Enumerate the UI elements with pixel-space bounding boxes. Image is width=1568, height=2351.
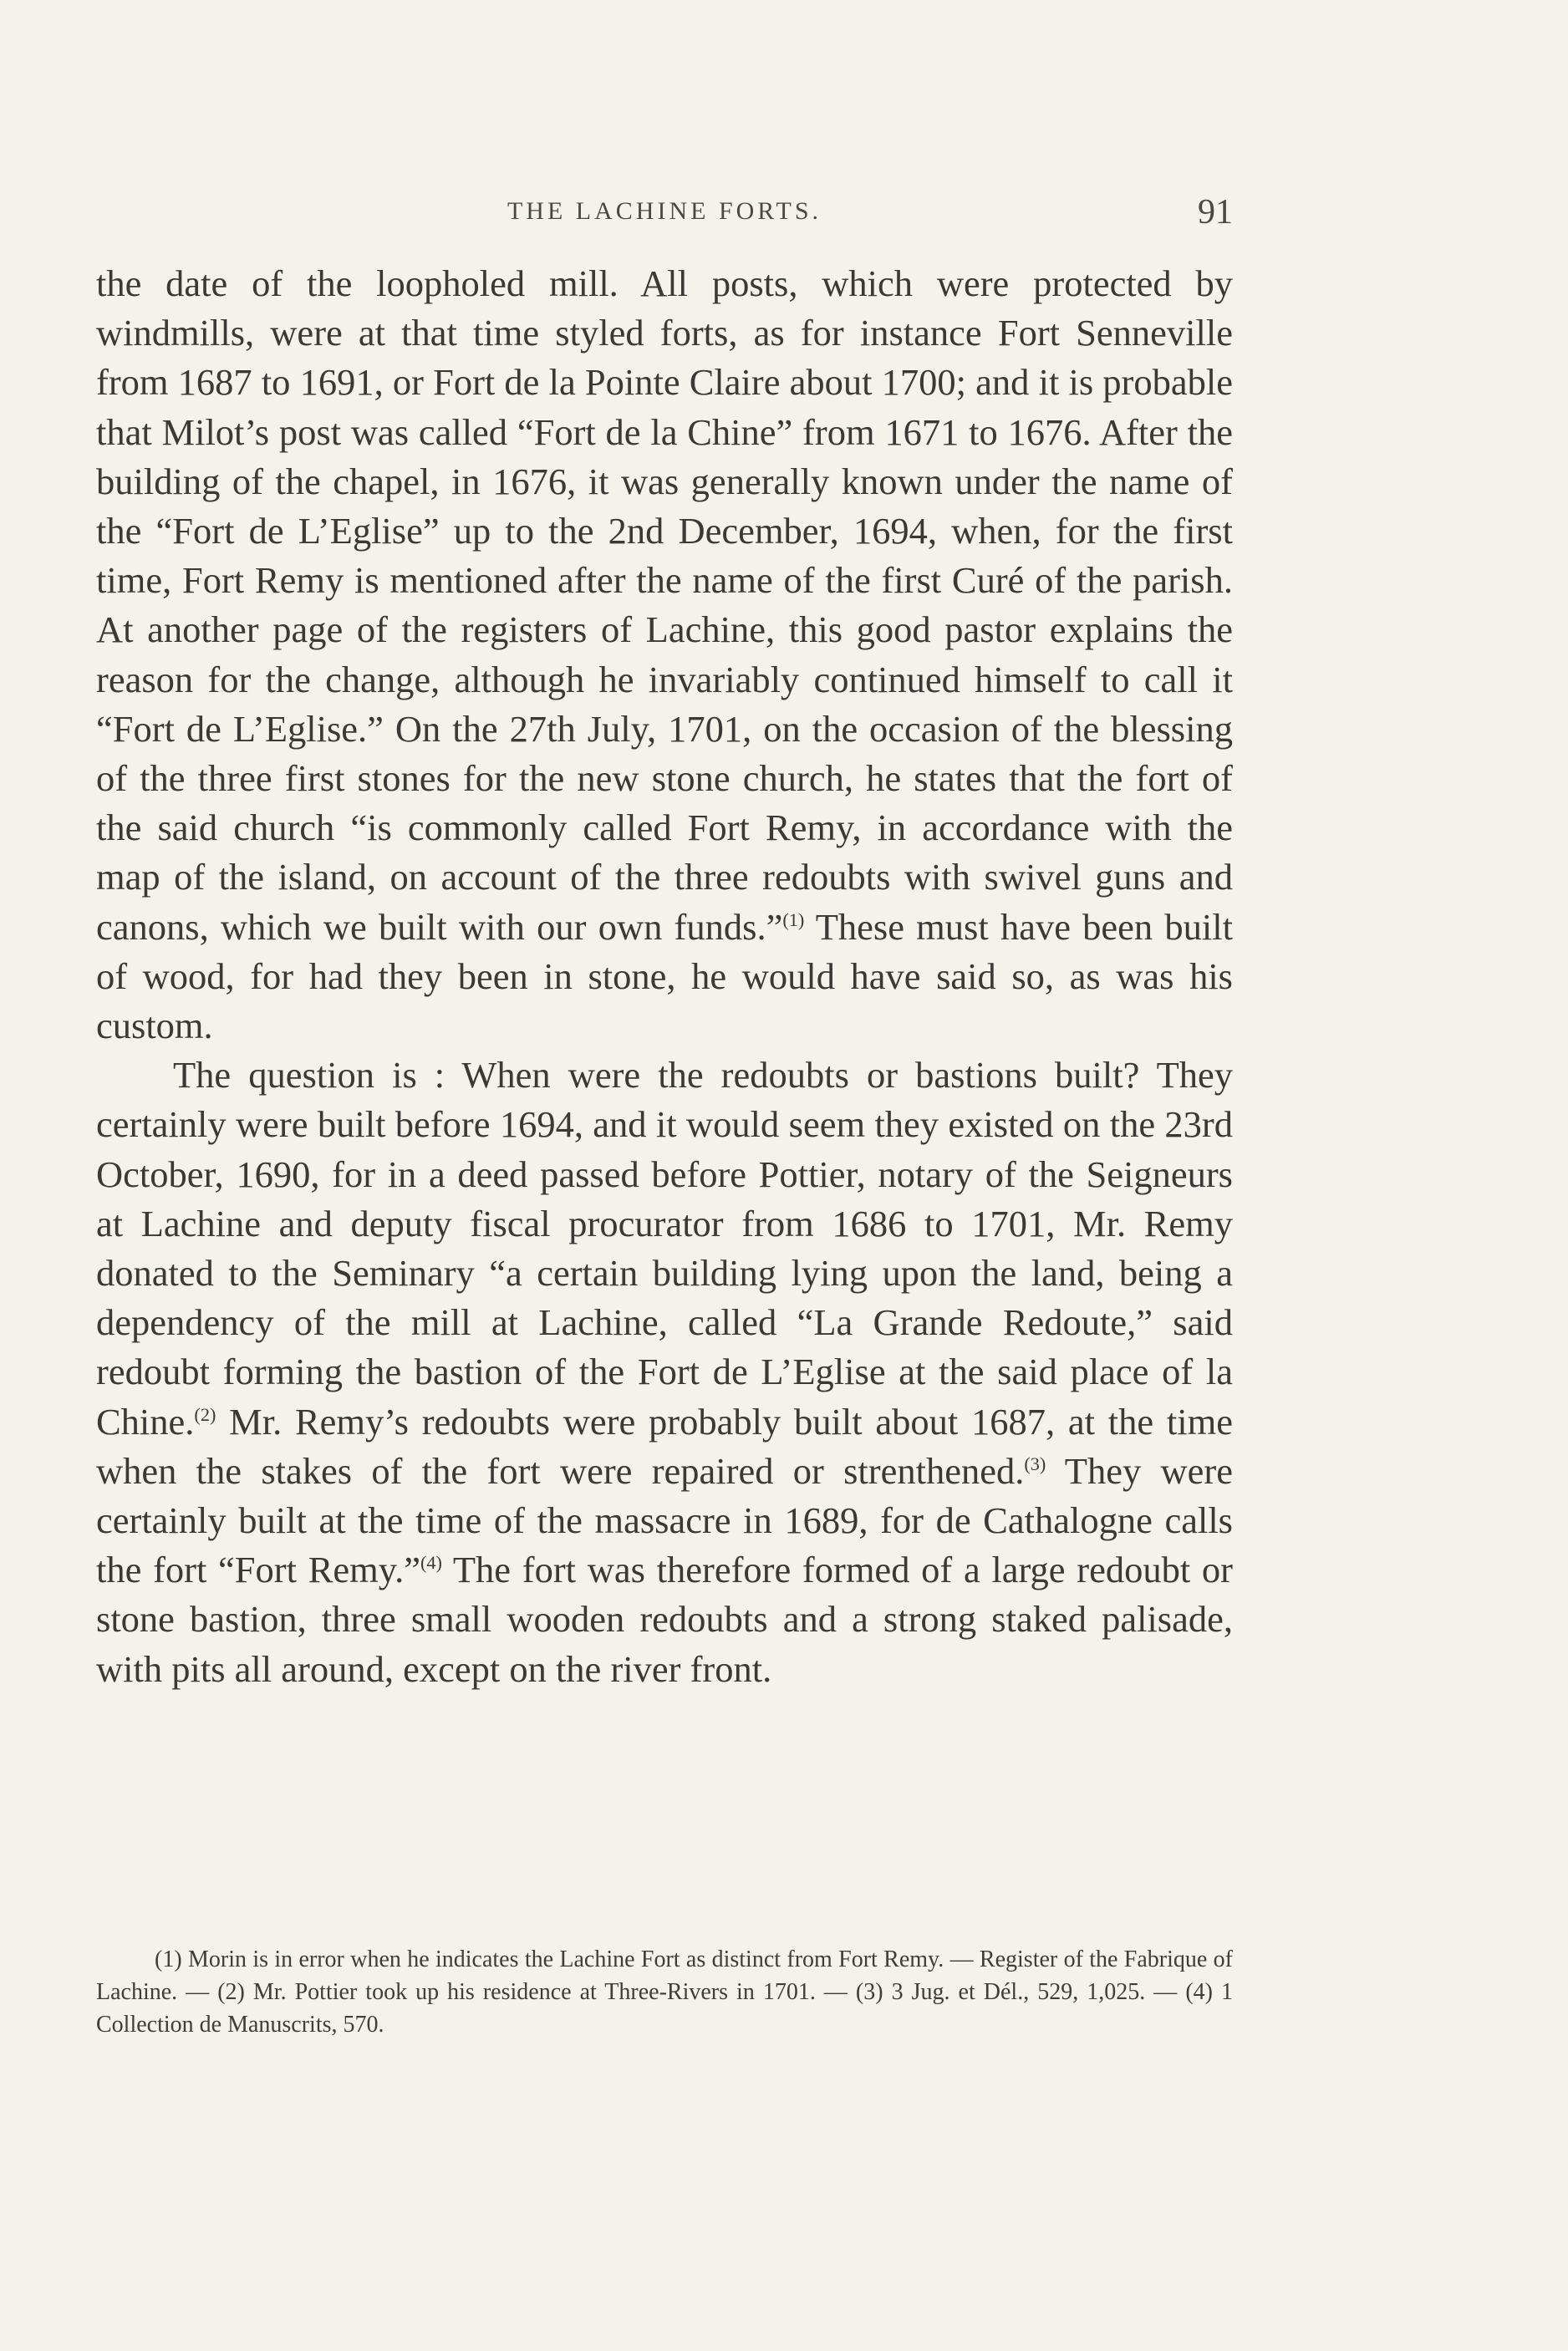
footnote-ref-2: (2): [194, 1403, 216, 1425]
page-number: 91: [1198, 193, 1233, 232]
footnote-ref-1: (1): [782, 908, 805, 930]
footnotes: [96, 1943, 1233, 2041]
running-head: [96, 192, 1233, 234]
paragraph-2-text-cont-2: They were certainly built at the time of the massacre in 1689, for de Cathalogne calls the fort “Fort Remy.”: [96, 1449, 1233, 1591]
footnote-text: (1) Morin is in error when he indicates the Lachine Fort as distinct from Fort Remy. — Register of the Fabrique of Lachine. — (2) Mr. Pottier took up his residence at Three-Rivers in 1701. — (3) 3 Jug. et Dél., 529, 1,025. — (4) 1 Collection de Manuscrits, 570.: [96, 1946, 1233, 2038]
paragraph-2-text-cont: Mr. Remy’s redoubts were probably built about 1687, at the time when the stakes of the fort were repaired or strenthened.: [96, 1400, 1233, 1492]
paragraph-2: [96, 1051, 1233, 1694]
body-text: [96, 259, 1233, 1694]
footnote-ref-4: (4): [420, 1552, 442, 1574]
paragraph-1: [96, 259, 1233, 1051]
paragraph-2-text-cont-3: The fort was therefore formed of a large redoubt or stone bastion, three small wooden redoubts and a strong staked palisade, with pits all around, except on the river front.: [96, 1549, 1233, 1690]
footnote-ref-3: (3): [1024, 1453, 1046, 1475]
paragraph-1-text: the date of the loopholed mill. All posts, which were protected by windmills, were at that time styled forts, as for instance Fort Senneville from 1687 to 1691, or Fort de la Pointe Claire about 1700; and it is probable that Milot’s post was called “Fort de la Chine” from 1671 to 1676. After the building of the chapel, in 1676, it was generally known under the name of the “Fort de L’Eglise” up to the 2nd December, 1694, when, for the first time, Fort Remy is mentioned after the name of the first Curé of the parish. At another page of the registers of Lachine, this good pastor explains the reason for the change, although he invariably continued himself to call it “Fort de L’Eglise.” On the 27th July, 1701, on the occasion of the blessing of the three first stones for the new stone church, he states that the fort of the said church “is commonly called Fort Remy, in accordance with the map of the island, on account of the three redoubts with swivel guns and canons, which we built with our own funds.”: [96, 262, 1233, 948]
paragraph-2-text: The question is : When were the redoubts or bastions built? They certainly were built before 1694, and it would seem they existed on the 23rd October, 1690, for in a deed passed before Pottier, notary of the Seigneurs at Lachine and deputy fiscal procurator from 1686 to 1701, Mr. Remy donated to the Seminary “a certain building lying upon the land, being a dependency of the mill at Lachine, called “La Grande Redoute,” said redoubt forming the bastion of the Fort de L’Eglise at the said place of la Chine.: [96, 1054, 1233, 1443]
running-title: THE LACHINE FORTS.: [507, 197, 822, 225]
paragraph-1-text-cont: These must have been built of wood, for had they been in stone, he would have said so, as was his custom.: [96, 905, 1233, 1047]
